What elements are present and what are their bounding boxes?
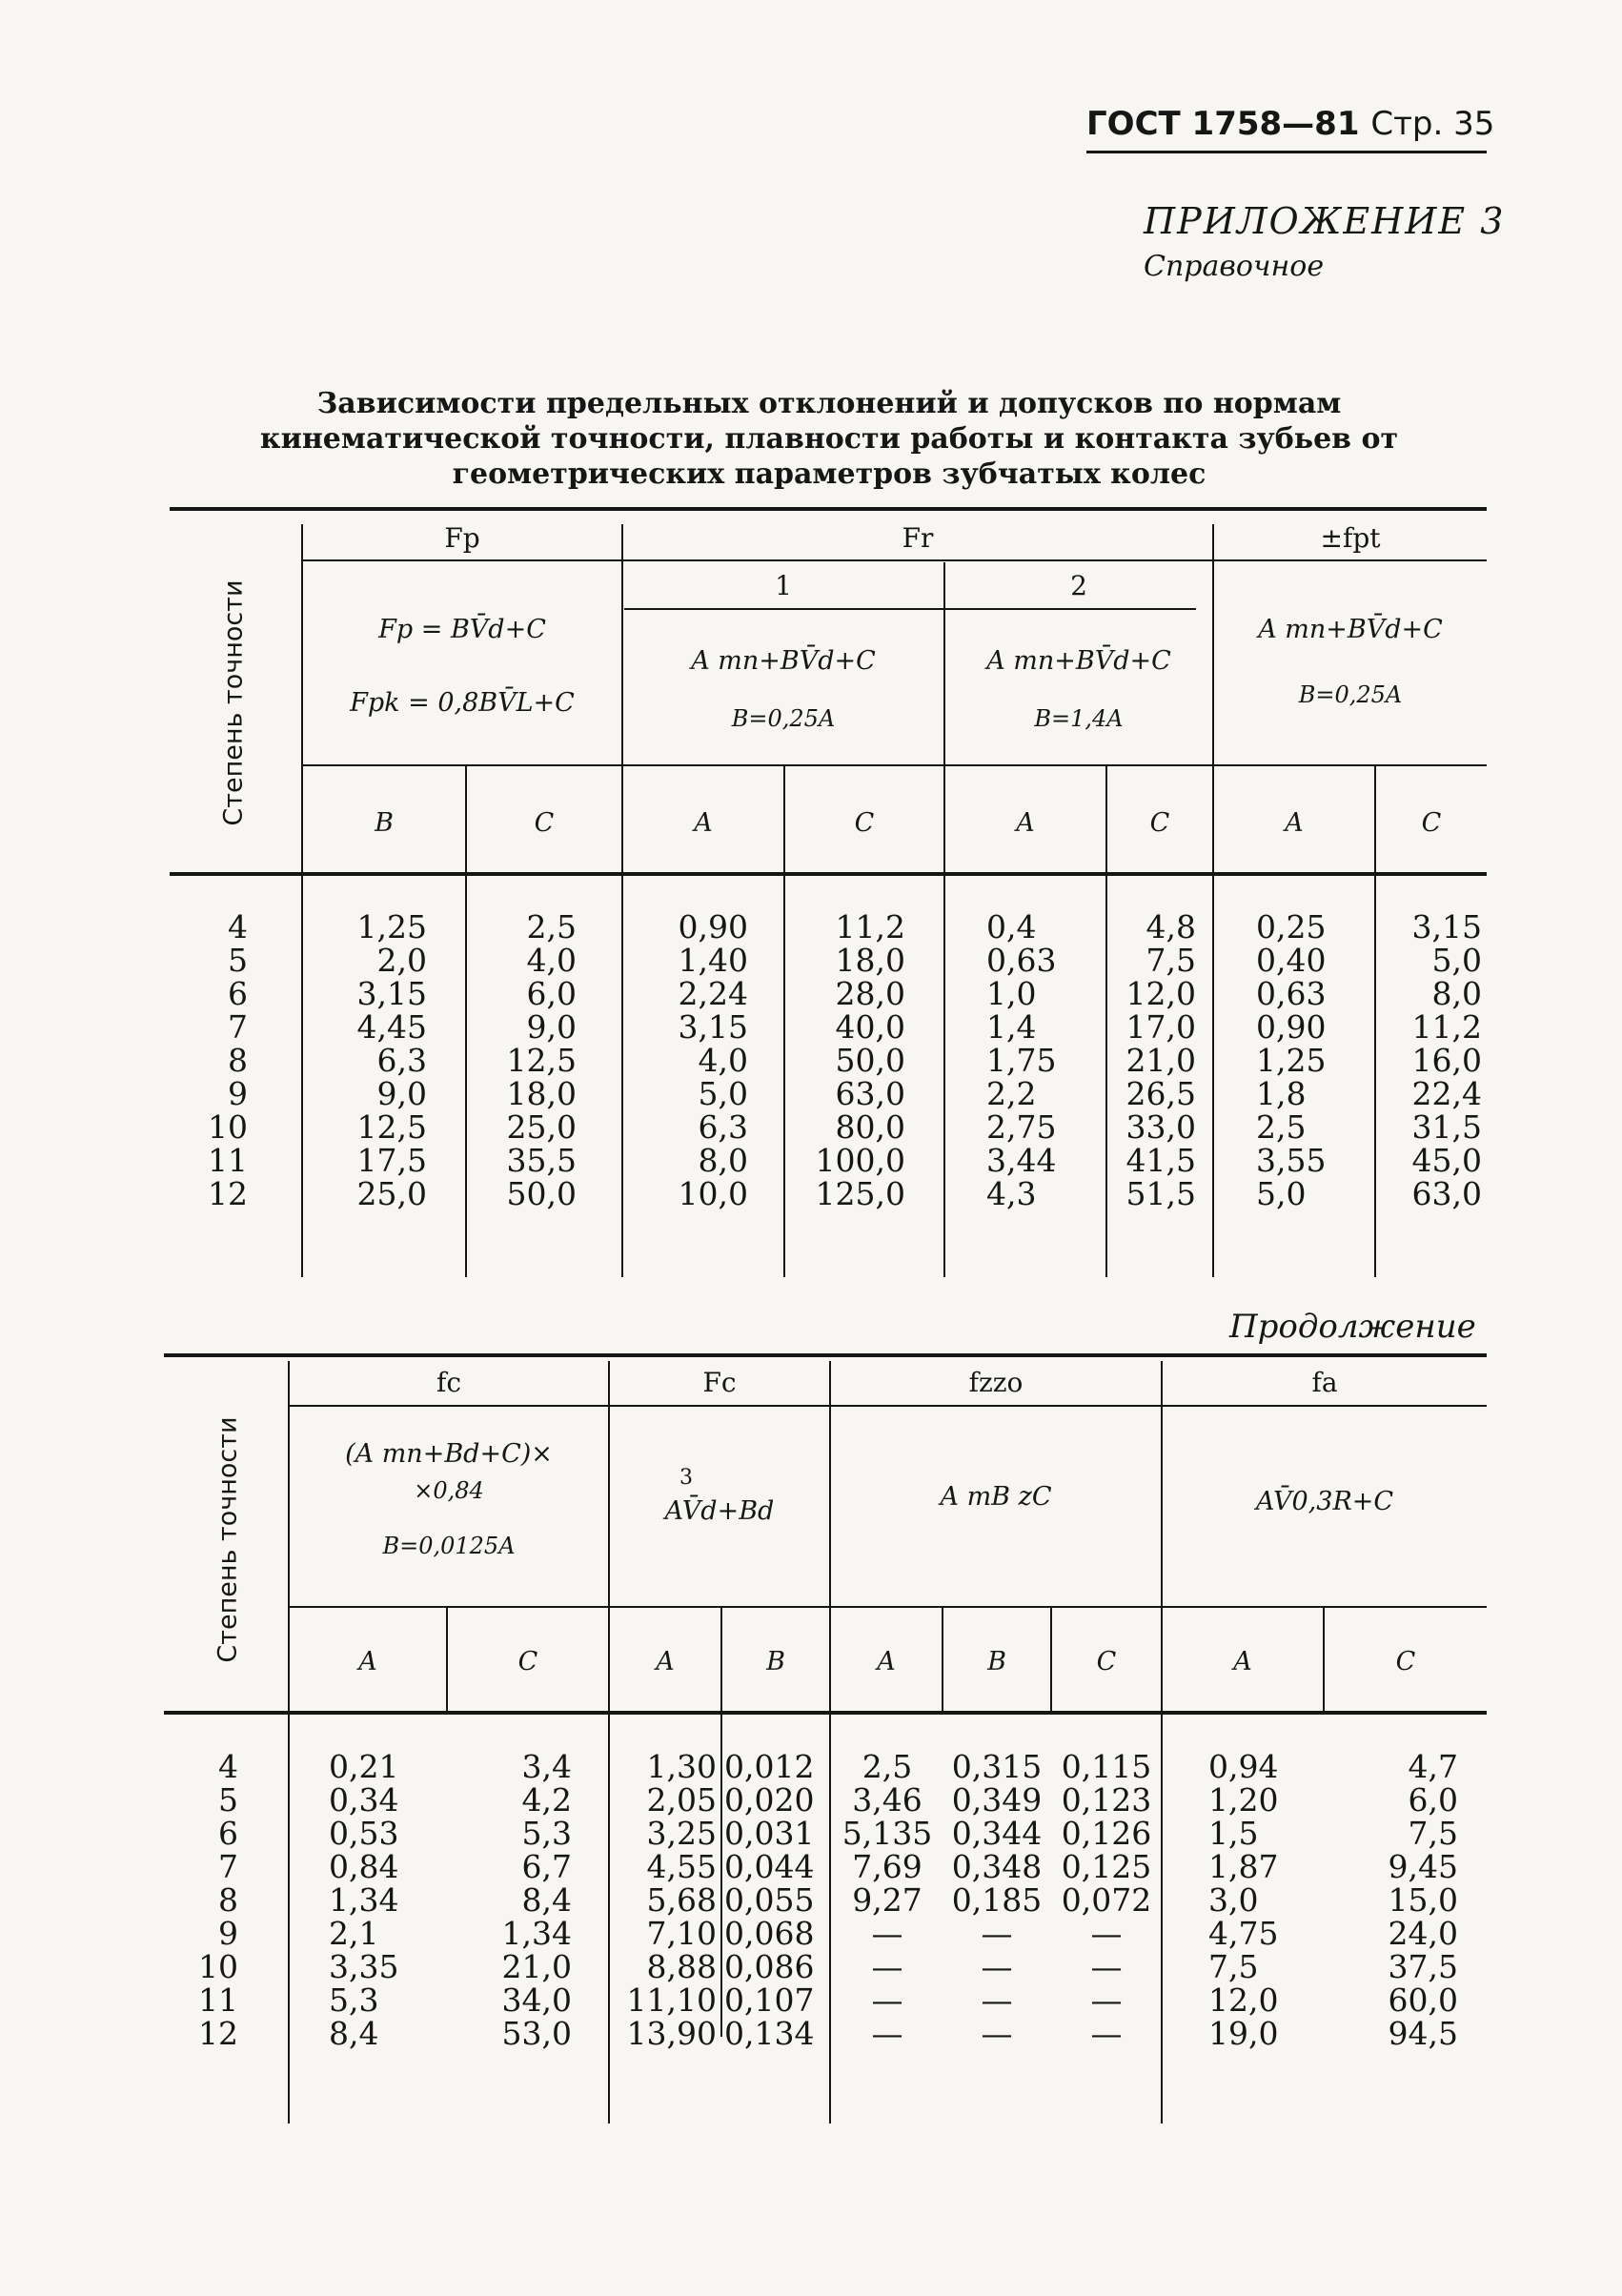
table2-subheader: B — [766, 1647, 785, 1676]
table-cell: 1,34 — [329, 1881, 399, 1919]
table-cell: — — [1090, 2015, 1123, 2052]
table2-subheader: A — [358, 1647, 377, 1676]
table-cell: 1,40 — [678, 942, 748, 979]
table-cell: 11,2 — [1411, 1008, 1482, 1046]
table2-subheader: C — [1395, 1647, 1416, 1676]
table-cell: 12 — [198, 2015, 238, 2052]
table-cell: 0,25 — [1256, 908, 1327, 945]
table-cell: 9 — [218, 1915, 238, 1952]
table-cell: 34,0 — [501, 1981, 572, 2019]
table-cell: 9,45 — [1388, 1848, 1458, 1885]
header-rule — [1086, 151, 1487, 153]
table-cell: 0,185 — [951, 1881, 1043, 1919]
table-cell: 6 — [218, 1815, 238, 1852]
table-cell: 100,0 — [815, 1142, 905, 1179]
table2-header-rule — [164, 1711, 1487, 1715]
table-cell: 31,5 — [1411, 1108, 1482, 1146]
table-cell: 8,4 — [521, 1881, 572, 1919]
table1-header-rule — [170, 872, 1487, 876]
table1-row-header: Степень точности — [218, 579, 249, 826]
table-cell: 50,0 — [835, 1042, 905, 1079]
table-cell: 0,344 — [951, 1815, 1043, 1852]
table-cell: 0,90 — [678, 908, 748, 945]
table-cell: 3,44 — [986, 1142, 1057, 1179]
table2-rule — [290, 1405, 1487, 1407]
table-cell: 3,15 — [356, 975, 427, 1012]
fc-note: B=0,0125A — [382, 1533, 516, 1559]
table-cell: 0,21 — [329, 1748, 399, 1785]
table2-column — [833, 1750, 942, 2050]
table-cell: 4,7 — [1408, 1748, 1458, 1785]
table-cell: 6,3 — [698, 1108, 748, 1146]
table1-top-rule — [170, 507, 1487, 511]
table-cell: — — [981, 2015, 1013, 2052]
table-cell: 63,0 — [835, 1075, 905, 1112]
table-cell: 1,75 — [986, 1042, 1057, 1079]
fc-formula: (A mn+Bd+C)× — [345, 1439, 553, 1469]
table-cell: 0,349 — [951, 1781, 1043, 1819]
table-cell: 50,0 — [506, 1175, 577, 1212]
table-cell: 0,125 — [1061, 1848, 1152, 1885]
table-cell: 5,0 — [698, 1075, 748, 1112]
table-cell: 8,0 — [1431, 975, 1482, 1012]
table-cell: 1,25 — [1256, 1042, 1327, 1079]
table-cell: 9,27 — [852, 1881, 923, 1919]
table-cell: 2,5 — [1256, 1108, 1307, 1146]
table-cell: 40,0 — [835, 1008, 905, 1046]
table-cell: 11,2 — [835, 908, 905, 945]
table-cell: 0,4 — [986, 908, 1037, 945]
table1-subheader: A — [694, 808, 713, 838]
table-cell: 0,044 — [724, 1848, 815, 1885]
table2-col-rule — [1161, 1361, 1163, 2123]
table-cell: 7 — [218, 1848, 238, 1885]
table-cell: 0,315 — [951, 1748, 1043, 1785]
table-cell: 0,020 — [724, 1781, 815, 1819]
table-cell: 0,107 — [724, 1981, 815, 2019]
table1-col-rule — [783, 764, 785, 1277]
table-cell: 7,69 — [852, 1848, 923, 1885]
table-cell: 80,0 — [835, 1108, 905, 1146]
table1-subheader: A — [1016, 808, 1035, 838]
table1-col-rule — [621, 524, 623, 1277]
table1-column — [1105, 910, 1196, 1210]
table-cell: 22,4 — [1411, 1075, 1482, 1112]
fpt-header: ±fpt — [1320, 522, 1381, 554]
table-cell: 0,134 — [724, 2015, 815, 2052]
table-cell: 8 — [218, 1881, 238, 1919]
table-cell: — — [1090, 1915, 1123, 1952]
table2-col-rule — [288, 1361, 290, 2123]
table-cell: 5,3 — [521, 1815, 572, 1852]
table-cell: 125,0 — [815, 1175, 905, 1212]
table-cell: — — [981, 1915, 1013, 1952]
table-cell: 7,5 — [1408, 1815, 1458, 1852]
fa-formula: AV̄0,3R+C — [1255, 1487, 1394, 1516]
appendix-title: ПРИЛОЖЕНИЕ 3 — [1144, 200, 1506, 242]
table-cell: 10,0 — [678, 1175, 748, 1212]
table-cell: — — [1090, 1948, 1123, 1985]
page-header — [1086, 105, 1494, 143]
table-cell: 5,68 — [646, 1881, 717, 1919]
table-cell: 11,10 — [626, 1981, 717, 2019]
table2-subheader: A — [1233, 1647, 1252, 1676]
table-cell: 6,0 — [1408, 1781, 1458, 1819]
table-cell: 17,0 — [1125, 1008, 1196, 1046]
table2-column — [943, 1750, 1050, 2050]
table-cell: 1,5 — [1208, 1815, 1259, 1852]
table-cell: 3,15 — [1411, 908, 1482, 945]
table-cell: 3,4 — [521, 1748, 572, 1785]
table-cell: 11 — [198, 1981, 238, 2019]
table-cell: 4,45 — [356, 1008, 427, 1046]
table-cell: 9,0 — [526, 1008, 577, 1046]
table-cell: 45,0 — [1411, 1142, 1482, 1179]
table-cell: 1,8 — [1256, 1075, 1307, 1112]
fr2-note: B=1,4A — [1034, 705, 1124, 732]
table-cell: 26,5 — [1125, 1075, 1196, 1112]
table1-subheader: C — [1421, 808, 1442, 838]
table-cell: 18,0 — [506, 1075, 577, 1112]
table-cell: 1,20 — [1208, 1781, 1279, 1819]
table2-subheader: A — [656, 1647, 675, 1676]
table1-column — [314, 910, 427, 1210]
table2-column — [329, 1750, 434, 2050]
table-cell: 25,0 — [506, 1108, 577, 1146]
table2-subheader: B — [987, 1647, 1006, 1676]
table-cell: 0,40 — [1256, 942, 1327, 979]
table-cell: 5,0 — [1256, 1175, 1307, 1212]
table-cell: 6,7 — [521, 1848, 572, 1885]
fp-formula: Fp = BV̄d+C — [378, 615, 546, 644]
table-cell: 3,55 — [1256, 1142, 1327, 1179]
table2-degree-column — [162, 1750, 238, 2050]
table-cell: — — [981, 1981, 1013, 2019]
table-cell: 2,75 — [986, 1108, 1057, 1146]
table1-col-rule — [465, 764, 467, 1277]
table-cell: 0,63 — [1256, 975, 1327, 1012]
table2-column — [610, 1750, 717, 2050]
table1-rule — [624, 608, 1196, 610]
table2-rule — [290, 1606, 1487, 1608]
table-cell: 1,30 — [646, 1748, 717, 1785]
table-cell: 0,34 — [329, 1781, 399, 1819]
table1-subheader: A — [1285, 808, 1304, 838]
table-cell: 0,123 — [1061, 1781, 1152, 1819]
table-cell: 3,25 — [646, 1815, 717, 1852]
table-cell: 5,3 — [329, 1981, 379, 2019]
table-cell: 24,0 — [1388, 1915, 1458, 1952]
table-cell: 19,0 — [1208, 2015, 1279, 2052]
Fc-header: Fc — [702, 1367, 737, 1398]
fr1-formula: A mn+BV̄d+C — [691, 646, 876, 676]
table-cell: 13,90 — [626, 2015, 717, 2052]
table-cell: 1,0 — [986, 975, 1037, 1012]
table-cell: 3,35 — [329, 1948, 399, 1985]
table-cell: 4,8 — [1146, 908, 1196, 945]
table-cell: 0,072 — [1061, 1881, 1152, 1919]
fr1-note: B=0,25A — [731, 705, 836, 732]
table-cell: 2,24 — [678, 975, 748, 1012]
document-title: Зависимости предельных отклонений и допусков по нормам кинематической точности, плавности работы и контакта зубьев от геометрических параметров зубчатых колес — [259, 387, 1399, 491]
table1-column — [1377, 910, 1482, 1210]
table2-col-rule — [829, 1361, 831, 2123]
table-cell: 4,2 — [521, 1781, 572, 1819]
table-cell: 4,75 — [1208, 1915, 1279, 1952]
table-cell: 7 — [228, 1008, 248, 1046]
fzzo-formula: A mB zC — [940, 1482, 1052, 1512]
table-cell: 9,0 — [376, 1075, 427, 1112]
table-cell: 10 — [208, 1108, 248, 1146]
Fc-formula: AV̄d+Bd — [664, 1496, 775, 1526]
table-cell: 6,0 — [526, 975, 577, 1012]
table-cell: 0,115 — [1061, 1748, 1152, 1785]
table-cell: 0,84 — [329, 1848, 399, 1885]
table-cell: 2,1 — [329, 1915, 379, 1952]
fpt-note: B=0,25A — [1298, 681, 1403, 708]
table-cell: 11 — [208, 1142, 248, 1179]
table2-subheader: C — [1096, 1647, 1117, 1676]
table1-column — [986, 910, 1091, 1210]
table-cell: 12,0 — [1208, 1981, 1279, 2019]
table-cell: 3,15 — [678, 1008, 748, 1046]
table-cell: — — [981, 1948, 1013, 1985]
table-cell: 12,5 — [356, 1108, 427, 1146]
fzzo-header: fzzo — [968, 1367, 1024, 1398]
table1-degree-column — [172, 910, 248, 1210]
table-cell: 35,5 — [506, 1142, 577, 1179]
table-cell: 8,4 — [329, 2015, 379, 2052]
table-cell: 1,34 — [501, 1915, 572, 1952]
continuation-label: Продолжение — [1229, 1308, 1476, 1346]
table2-column — [724, 1750, 827, 2050]
table-cell: — — [871, 1981, 903, 2019]
table-cell: 18,0 — [835, 942, 905, 979]
table-cell: 7,5 — [1146, 942, 1196, 979]
table-cell: 12,5 — [506, 1042, 577, 1079]
table-cell: 0,90 — [1256, 1008, 1327, 1046]
table-cell: 33,0 — [1125, 1108, 1196, 1146]
table-cell: — — [1090, 1981, 1123, 2019]
table-cell: 21,0 — [1125, 1042, 1196, 1079]
fa-header: fa — [1311, 1367, 1338, 1398]
table-cell: 37,5 — [1388, 1948, 1458, 1985]
table-cell: 15,0 — [1388, 1881, 1458, 1919]
table-cell: 12 — [208, 1175, 248, 1212]
table-cell: 0,031 — [724, 1815, 815, 1852]
table1-subheader: C — [854, 808, 875, 838]
table-cell: 51,5 — [1125, 1175, 1196, 1212]
table-cell: 0,068 — [724, 1915, 815, 1952]
table-cell: 4 — [218, 1748, 238, 1785]
table-cell: 0,53 — [329, 1815, 399, 1852]
page-number: Стр. 35 — [1370, 105, 1495, 143]
table-cell: 4,3 — [986, 1175, 1037, 1212]
table-cell: 94,5 — [1388, 2015, 1458, 2052]
table-cell: 1,4 — [986, 1008, 1037, 1046]
fp-header: Fp — [444, 522, 480, 554]
table-cell: 5 — [218, 1781, 238, 1819]
table-cell: 4,0 — [698, 1042, 748, 1079]
table-cell: 5,0 — [1431, 942, 1482, 979]
table1-column — [791, 910, 905, 1210]
table2-top-rule — [164, 1353, 1487, 1357]
table-cell: 25,0 — [356, 1175, 427, 1212]
fpk-formula: Fpk = 0,8BV̄L+C — [350, 688, 575, 718]
table-cell: 2,5 — [862, 1748, 913, 1785]
table-cell: 6 — [228, 975, 248, 1012]
table2-row-header: Степень точности — [213, 1416, 243, 1663]
table-cell: — — [871, 2015, 903, 2052]
table-cell: 2,05 — [646, 1781, 717, 1819]
table-cell: 0,94 — [1208, 1748, 1279, 1785]
fc-formula-factor: ×0,84 — [414, 1477, 484, 1504]
fr-subgroup-2: 2 — [1070, 570, 1087, 601]
table1-subheader: C — [1149, 808, 1170, 838]
table-cell: 7,10 — [646, 1915, 717, 1952]
Fc-formula-index: 3 — [679, 1466, 693, 1490]
table2-column — [1208, 1750, 1313, 2050]
table-cell: 41,5 — [1125, 1142, 1196, 1179]
table-cell: 4,0 — [526, 942, 577, 979]
table2-subheader: C — [517, 1647, 538, 1676]
table-cell: 28,0 — [835, 975, 905, 1012]
standard-number: ГОСТ 1758—81 — [1086, 105, 1360, 143]
table-cell: 5 — [228, 942, 248, 979]
table2-column — [1052, 1750, 1161, 2050]
table-cell: 0,63 — [986, 942, 1057, 979]
table2-column — [457, 1750, 572, 2050]
fr2-formula: A mn+BV̄d+C — [986, 646, 1171, 676]
table-cell: 2,5 — [526, 908, 577, 945]
table-cell: 9 — [228, 1075, 248, 1112]
table1-column — [472, 910, 577, 1210]
table-cell: 8,0 — [698, 1142, 748, 1179]
table-cell: 0,348 — [951, 1848, 1043, 1885]
appendix-subtitle: Справочное — [1144, 250, 1325, 283]
table-cell: 53,0 — [501, 2015, 572, 2052]
table-cell: 0,086 — [724, 1948, 815, 1985]
table1-subheader: B — [375, 808, 394, 838]
table-cell: 6,3 — [376, 1042, 427, 1079]
table-cell: 7,5 — [1208, 1948, 1259, 1985]
table-cell: 17,5 — [356, 1142, 427, 1179]
table-cell: 5,135 — [841, 1815, 933, 1852]
table-cell: 10 — [198, 1948, 238, 1985]
table-cell: — — [871, 1948, 903, 1985]
fr-subgroup-1: 1 — [775, 570, 792, 601]
table2-subheader: A — [877, 1647, 896, 1676]
fpt-formula: A mn+BV̄d+C — [1258, 615, 1443, 644]
table-cell: 12,0 — [1125, 975, 1196, 1012]
fr-header: Fr — [902, 522, 934, 554]
table-cell: 63,0 — [1411, 1175, 1482, 1212]
table1-subheader: C — [534, 808, 555, 838]
table1-column — [639, 910, 748, 1210]
table-cell: 2,0 — [376, 942, 427, 979]
table-cell: 0,012 — [724, 1748, 815, 1785]
table-cell: 2,2 — [986, 1075, 1037, 1112]
table1-col-rule — [1374, 764, 1376, 1277]
table-cell: 16,0 — [1411, 1042, 1482, 1079]
table-cell: 0,055 — [724, 1881, 815, 1919]
table-cell: 3,46 — [852, 1781, 923, 1819]
table1-column — [1256, 910, 1361, 1210]
table-cell: — — [871, 1915, 903, 1952]
table1-rule — [303, 559, 1487, 561]
table-cell: 60,0 — [1388, 1981, 1458, 2019]
table-cell: 1,87 — [1208, 1848, 1279, 1885]
table-cell: 0,126 — [1061, 1815, 1152, 1852]
table1-rule — [303, 764, 1487, 766]
table-cell: 4 — [228, 908, 248, 945]
table-cell: 1,25 — [356, 908, 427, 945]
table-cell: 3,0 — [1208, 1881, 1259, 1919]
table-cell: 21,0 — [501, 1948, 572, 1985]
table-cell: 4,55 — [646, 1848, 717, 1885]
table-cell: 8,88 — [646, 1948, 717, 1985]
table2-column — [1344, 1750, 1458, 2050]
fc-header: fc — [436, 1367, 462, 1398]
table-cell: 8 — [228, 1042, 248, 1079]
